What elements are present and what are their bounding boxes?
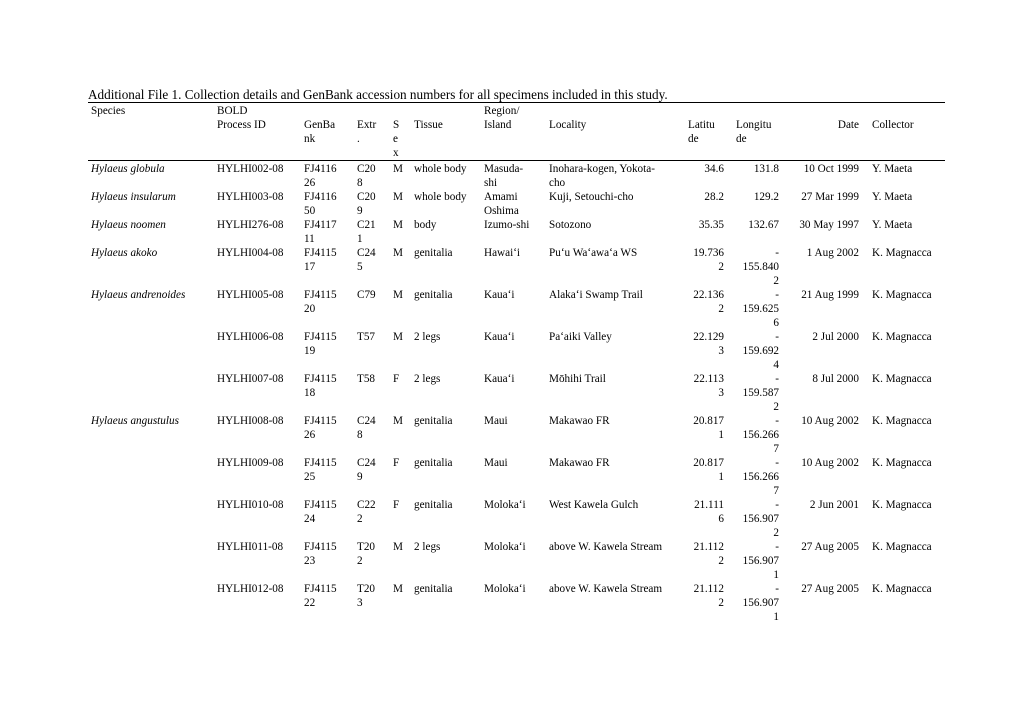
- cell-genbank: FJ4115 22: [304, 583, 337, 609]
- cell-tissue: 2 legs: [414, 373, 441, 385]
- column-header-longitude: Longitu de: [736, 119, 772, 145]
- cell-sex: M: [393, 219, 403, 231]
- cell-island: Maui: [484, 415, 508, 427]
- cell-extr: C22 2: [357, 499, 376, 525]
- cell-process-id: HYLHI005-08: [217, 289, 284, 301]
- cell-collector: Y. Maeta: [872, 163, 913, 175]
- cell-tissue: genitalia: [414, 499, 453, 511]
- table-caption: Additional File 1. Collection details and GenBank accession numbers for all specimens included in this study.: [88, 87, 668, 102]
- cell-sex: F: [393, 499, 400, 511]
- cell-locality: Alaka‘i Swamp Trail: [549, 289, 643, 301]
- column-header-sex: S e x: [393, 119, 400, 159]
- cell-species: Hylaeus angustulus: [91, 415, 179, 427]
- cell-process-id: HYLHI009-08: [217, 457, 284, 469]
- cell-island: Kaua‘i: [484, 289, 515, 301]
- cell-sex: F: [393, 373, 400, 385]
- cell-extr: T20 2: [357, 541, 376, 567]
- cell-date: 1 Aug 2002: [806, 247, 859, 259]
- cell-tissue: genitalia: [414, 583, 453, 595]
- cell-latitude: 22.113 3: [693, 373, 724, 399]
- cell-genbank: FJ4115 19: [304, 331, 337, 357]
- cell-locality: Pa‘aiki Valley: [549, 331, 612, 343]
- cell-latitude: 19.736 2: [693, 247, 724, 273]
- cell-process-id: HYLHI008-08: [217, 415, 284, 427]
- cell-date: 2 Jul 2000: [812, 331, 859, 343]
- cell-collector: Y. Maeta: [872, 191, 913, 203]
- cell-island: Kaua‘i: [484, 373, 515, 385]
- cell-locality: Kuji, Setouchi-cho: [549, 191, 634, 203]
- cell-genbank: FJ4115 18: [304, 373, 337, 399]
- cell-collector: K. Magnacca: [872, 331, 932, 343]
- cell-latitude: 21.111 6: [694, 499, 724, 525]
- cell-latitude: 34.6: [704, 163, 724, 175]
- cell-tissue: genitalia: [414, 289, 453, 301]
- cell-latitude: 21.112 2: [693, 583, 724, 609]
- cell-island: Kaua‘i: [484, 331, 515, 343]
- cell-sex: M: [393, 415, 403, 427]
- cell-collector: K. Magnacca: [872, 247, 932, 259]
- cell-genbank: FJ4115 25: [304, 457, 337, 483]
- cell-extr: C20 8: [357, 163, 376, 189]
- cell-latitude: 20.817 1: [693, 457, 724, 483]
- cell-collector: K. Magnacca: [872, 373, 932, 385]
- cell-process-id: HYLHI002-08: [217, 163, 284, 175]
- cell-date: 10 Oct 1999: [803, 163, 859, 175]
- cell-longitude: - 155.840 2: [742, 247, 779, 287]
- cell-tissue: genitalia: [414, 457, 453, 469]
- cell-locality: Sotozono: [549, 219, 592, 231]
- cell-tissue: whole body: [414, 191, 467, 203]
- cell-process-id: HYLHI006-08: [217, 331, 284, 343]
- cell-latitude: 22.129 3: [693, 331, 724, 357]
- cell-longitude: - 159.692 4: [742, 331, 779, 371]
- cell-tissue: genitalia: [414, 247, 453, 259]
- cell-sex: M: [393, 583, 403, 595]
- cell-species: Hylaeus andrenoides: [91, 289, 186, 301]
- cell-process-id: HYLHI010-08: [217, 499, 284, 511]
- cell-locality: Mōhihi Trail: [549, 373, 606, 385]
- cell-extr: C79: [357, 289, 376, 301]
- cell-island: Amami Oshima: [484, 191, 519, 217]
- cell-island: Masuda- shi: [484, 163, 524, 189]
- cell-sex: M: [393, 289, 403, 301]
- cell-genbank: FJ4116 26: [304, 163, 337, 189]
- cell-date: 27 Aug 2005: [801, 583, 859, 595]
- cell-longitude: - 156.907 2: [742, 499, 779, 539]
- cell-extr: C24 5: [357, 247, 376, 273]
- column-header-collector: Collector: [872, 119, 914, 131]
- cell-genbank: FJ4115 23: [304, 541, 337, 567]
- cell-extr: T20 3: [357, 583, 376, 609]
- cell-collector: K. Magnacca: [872, 499, 932, 511]
- cell-date: 2 Jun 2001: [809, 499, 859, 511]
- cell-genbank: FJ4115 17: [304, 247, 337, 273]
- cell-collector: K. Magnacca: [872, 415, 932, 427]
- cell-sex: M: [393, 541, 403, 553]
- cell-date: 27 Aug 2005: [801, 541, 859, 553]
- cell-collector: Y. Maeta: [872, 219, 913, 231]
- cell-island: Maui: [484, 457, 508, 469]
- column-header-date: Date: [837, 119, 859, 131]
- cell-longitude: - 156.907 1: [742, 583, 779, 623]
- column-header-locality: Locality: [549, 119, 587, 131]
- column-header-extr: Extr .: [357, 119, 377, 145]
- cell-sex: M: [393, 247, 403, 259]
- cell-process-id: HYLHI011-08: [217, 541, 284, 553]
- cell-extr: C20 9: [357, 191, 376, 217]
- cell-species: Hylaeus insularum: [91, 191, 176, 203]
- cell-tissue: genitalia: [414, 415, 453, 427]
- column-header-tissue: Tissue: [414, 119, 443, 131]
- cell-extr: C21 1: [357, 219, 376, 245]
- cell-collector: K. Magnacca: [872, 583, 932, 595]
- cell-locality: above W. Kawela Stream: [549, 583, 663, 595]
- cell-longitude: - 156.907 1: [742, 541, 779, 581]
- cell-sex: M: [393, 191, 403, 203]
- cell-collector: K. Magnacca: [872, 457, 932, 469]
- cell-genbank: FJ4116 50: [304, 191, 337, 217]
- cell-longitude: 129.2: [753, 191, 779, 203]
- cell-sex: M: [393, 331, 403, 343]
- cell-tissue: 2 legs: [414, 541, 441, 553]
- column-header-species: Species: [91, 105, 126, 117]
- cell-collector: K. Magnacca: [872, 289, 932, 301]
- cell-latitude: 20.817 1: [693, 415, 724, 441]
- cell-tissue: 2 legs: [414, 331, 441, 343]
- cell-locality: above W. Kawela Stream: [549, 541, 663, 553]
- cell-genbank: FJ4115 20: [304, 289, 337, 315]
- cell-locality: Makawao FR: [549, 457, 610, 469]
- column-header-island: Region/ Island: [484, 105, 520, 131]
- cell-species: Hylaeus globula: [91, 163, 165, 175]
- cell-longitude: - 159.625 6: [742, 289, 779, 329]
- cell-date: 10 Aug 2002: [801, 457, 859, 469]
- cell-latitude: 35.35: [698, 219, 724, 231]
- cell-species: Hylaeus noomen: [91, 219, 166, 231]
- cell-date: 21 Aug 1999: [801, 289, 859, 301]
- column-header-latitude: Latitu de: [688, 119, 715, 145]
- cell-genbank: FJ4117 11: [304, 219, 337, 245]
- cell-island: Hawai‘i: [484, 247, 521, 259]
- cell-locality: Pu‘u Wa‘awa‘a WS: [549, 247, 638, 259]
- cell-collector: K. Magnacca: [872, 541, 932, 553]
- cell-sex: M: [393, 163, 403, 175]
- cell-sex: F: [393, 457, 400, 469]
- cell-island: Moloka‘i: [484, 499, 526, 511]
- cell-process-id: HYLHI007-08: [217, 373, 284, 385]
- cell-longitude: - 156.266 7: [742, 415, 779, 455]
- cell-genbank: FJ4115 24: [304, 499, 337, 525]
- cell-island: Izumo-shi: [484, 219, 530, 231]
- cell-process-id: HYLHI003-08: [217, 191, 284, 203]
- cell-locality: Inohara-kogen, Yokota- cho: [549, 163, 655, 189]
- cell-longitude: 131.8: [753, 163, 779, 175]
- cell-extr: C24 8: [357, 415, 376, 441]
- column-header-process-id: BOLD Process ID: [217, 105, 266, 131]
- cell-locality: West Kawela Gulch: [549, 499, 639, 511]
- cell-latitude: 22.136 2: [693, 289, 724, 315]
- cell-island: Moloka‘i: [484, 583, 526, 595]
- cell-genbank: FJ4115 26: [304, 415, 337, 441]
- column-header-genbank: GenBa nk: [304, 119, 336, 145]
- cell-extr: T57: [357, 331, 376, 343]
- cell-longitude: 132.67: [748, 219, 779, 231]
- cell-island: Moloka‘i: [484, 541, 526, 553]
- cell-process-id: HYLHI276-08: [217, 219, 284, 231]
- cell-extr: C24 9: [357, 457, 376, 483]
- cell-locality: Makawao FR: [549, 415, 610, 427]
- cell-latitude: 28.2: [704, 191, 724, 203]
- cell-process-id: HYLHI012-08: [217, 583, 284, 595]
- table-header-rule: [88, 160, 945, 161]
- cell-species: Hylaeus akoko: [91, 247, 158, 259]
- cell-tissue: body: [414, 219, 437, 231]
- cell-date: 27 Mar 1999: [801, 191, 859, 203]
- cell-date: 30 May 1997: [799, 219, 859, 231]
- cell-longitude: - 156.266 7: [742, 457, 779, 497]
- table-top-rule: [88, 102, 945, 103]
- cell-tissue: whole body: [414, 163, 467, 175]
- cell-longitude: - 159.587 2: [742, 373, 779, 413]
- cell-date: 10 Aug 2002: [801, 415, 859, 427]
- cell-extr: T58: [357, 373, 376, 385]
- cell-date: 8 Jul 2000: [812, 373, 859, 385]
- cell-process-id: HYLHI004-08: [217, 247, 284, 259]
- cell-latitude: 21.112 2: [693, 541, 724, 567]
